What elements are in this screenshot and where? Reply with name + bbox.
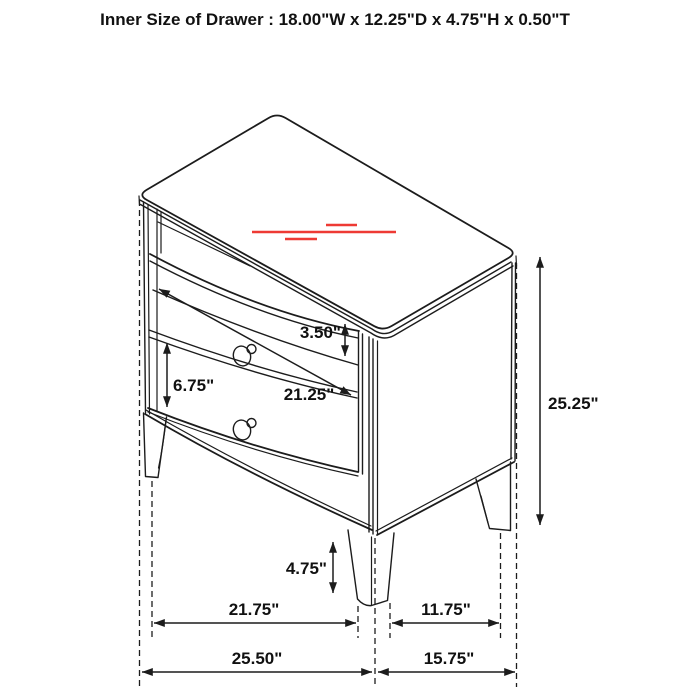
dim-side-leg-span (392, 600, 499, 623)
dim-drawer-width-label: 21.25" (283, 385, 335, 404)
top-panel-edge-band (139, 196, 517, 338)
dim-drawer-height-label: 6.75" (173, 376, 215, 395)
leg-front-left (144, 413, 167, 478)
right-stile (359, 332, 363, 474)
dim-overall-depth-label: 15.75" (423, 649, 475, 668)
leg-front-corner (348, 530, 394, 606)
corner-post (369, 337, 378, 535)
top-panel (142, 116, 512, 329)
dim-overall-depth (378, 649, 515, 672)
dim-leg-height (286, 542, 333, 593)
dim-shelf-height-label: 3.50" (299, 323, 341, 342)
dim-overall-width (142, 649, 372, 672)
dimension-annotations (142, 257, 599, 672)
page-title: Inner Size of Drawer : 18.00"W x 12.25"D x 4.75"H x 0.50"T (100, 10, 570, 29)
red-accent-marks (252, 225, 396, 239)
left-stile (144, 202, 158, 414)
bottom-rail (145, 408, 372, 530)
dim-side-leg-span-label: 11.75" (421, 600, 471, 619)
side-panel (376, 263, 516, 535)
dim-front-leg-span-label: 21.75" (228, 600, 280, 619)
dim-overall-height (540, 257, 599, 525)
nightstand-line-art (139, 116, 517, 606)
dim-overall-width-label: 25.50" (231, 649, 283, 668)
dim-drawer-height (167, 343, 214, 407)
dim-shelf-height (300, 323, 345, 356)
dim-leg-height-label: 4.75" (285, 559, 327, 578)
dim-front-leg-span (154, 600, 356, 623)
dim-overall-height-label: 25.25" (548, 394, 599, 413)
